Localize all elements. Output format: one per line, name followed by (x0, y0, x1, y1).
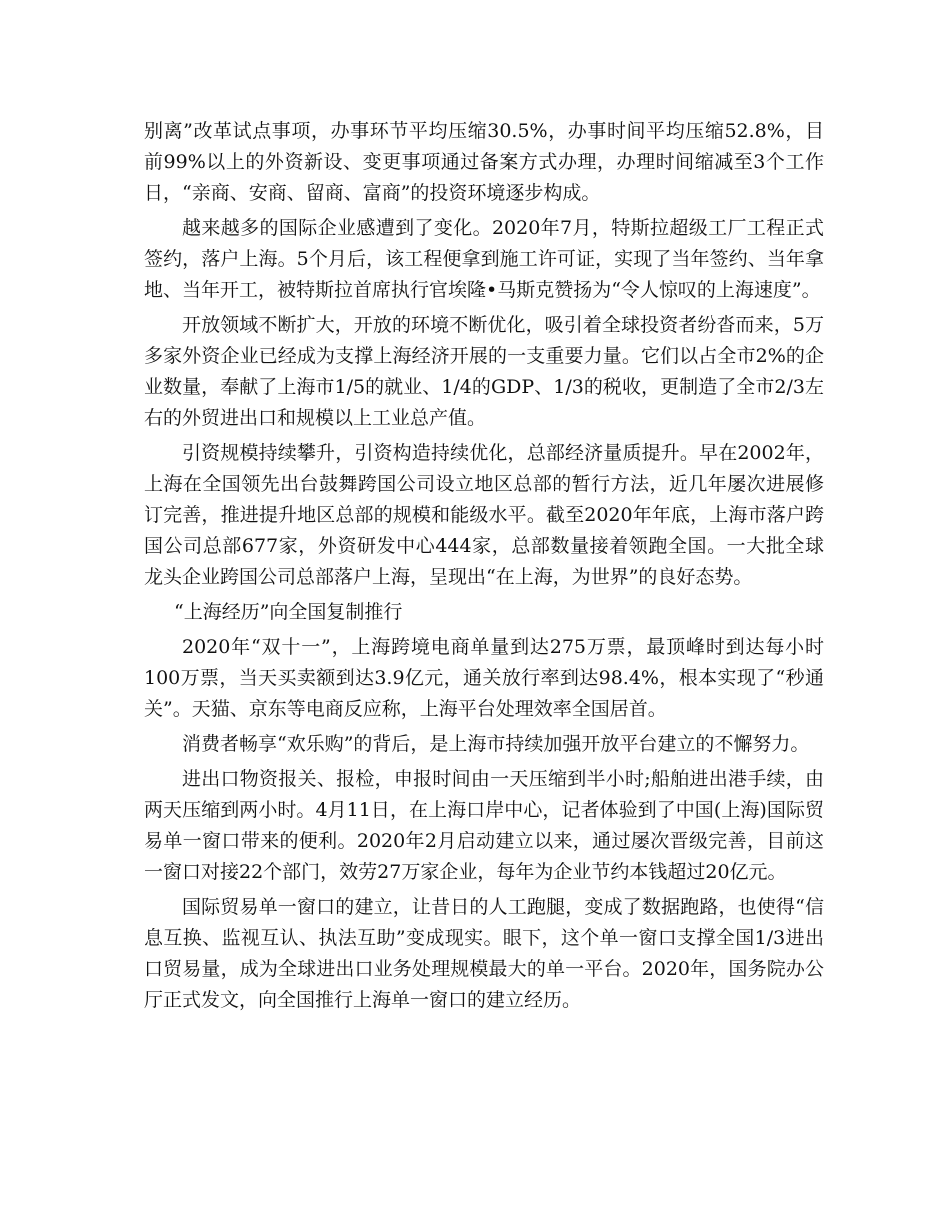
paragraph-headquarters: 引资规模持续攀升，引资构造持续优化，总部经济量质提升。早在2002年，上海在全国领先出台鼓舞跨国公司设立地区总部的暂行方法，近几年屡次进展修订完善，推进提升地区总部的规模和能级水平。截至2020年年底，上海市落户跨国公司总部677家，外资研发中心444家，总部数量接着领跑全国。一大批全球龙头企业跨国公司总部落户上海，呈现出“在上海，为世界”的良好态势。 (144, 442, 824, 588)
paragraph-tesla: 越来越多的国际企业感遭到了变化。2020年7月，特斯拉超级工厂工程正式签约，落户上海。5个月后，该工程便拿到施工许可证，实现了当年签约、当年拿地、当年开工，被特斯拉首席执行官埃隆•马斯克赞扬为“令人惊叹的上海速度”。 (144, 217, 824, 301)
paragraph-customs: 进出口物资报关、报检，申报时间由一天压缩到半小时;船舶进出港手续，由两天压缩到两小时。4月11日，在上海口岸中心，记者体验到了中国(上海)国际贸易单一窗口带来的便利。2020年2月启动建立以来，通过屡次晋级完善，目前这一窗口对接22个部门，效劳27万家企业，每年为企业节约本钱超过20亿元。 (144, 768, 824, 883)
document-body (144, 116, 824, 1020)
section-heading: “上海经历”向全国复制推行 (174, 601, 403, 623)
paragraph-single-window: 国际贸易单一窗口的建立，让昔日的人工跑腿，变成了数据跑路，也使得“信息互换、监视互认、执法互助”变成现实。眼下，这个单一窗口支撑全国1/3进出口贸易量，成为全球进出口业务处理规模最大的单一平台。2020年，国务院办公厅正式发文，向全国推行上海单一窗口的建立经历。 (144, 896, 824, 1011)
paragraph-double-eleven: 2020年“双十一”，上海跨境电商单量到达275万票，最顶峰时到达每小时100万票，当天买卖额到达3.9亿元，通关放行率到达98.4%，根本实现了“秒通关”。天猫、京东等电商反应称，上海平台处理效率全国居首。 (144, 636, 824, 720)
paragraph-continuation: 别离”改革试点事项，办事环节平均压缩30.5%，办事时间平均压缩52.8%，目前99%以上的外资新设、变更事项通过备案方式办理，办理时间缩减至3个工作日，“亲商、安商、留商、富商”的投资环境逐步构成。 (144, 120, 824, 204)
paragraph-foreign-enterprises: 开放领域不断扩大，开放的环境不断优化，吸引着全球投资者纷沓而来，5万多家外资企业已经成为支撑上海经济开展的一支重要力量。它们以占全市2%的企业数量，奉献了上海市1/5的就业、1/4的GDP、1/3的税收，更制造了全市2/3左右的外贸进出口和规模以上工业总产值。 (144, 314, 824, 429)
paragraph-consumers: 消费者畅享“欢乐购”的背后，是上海市持续加强开放平台建立的不懈努力。 (182, 733, 810, 755)
